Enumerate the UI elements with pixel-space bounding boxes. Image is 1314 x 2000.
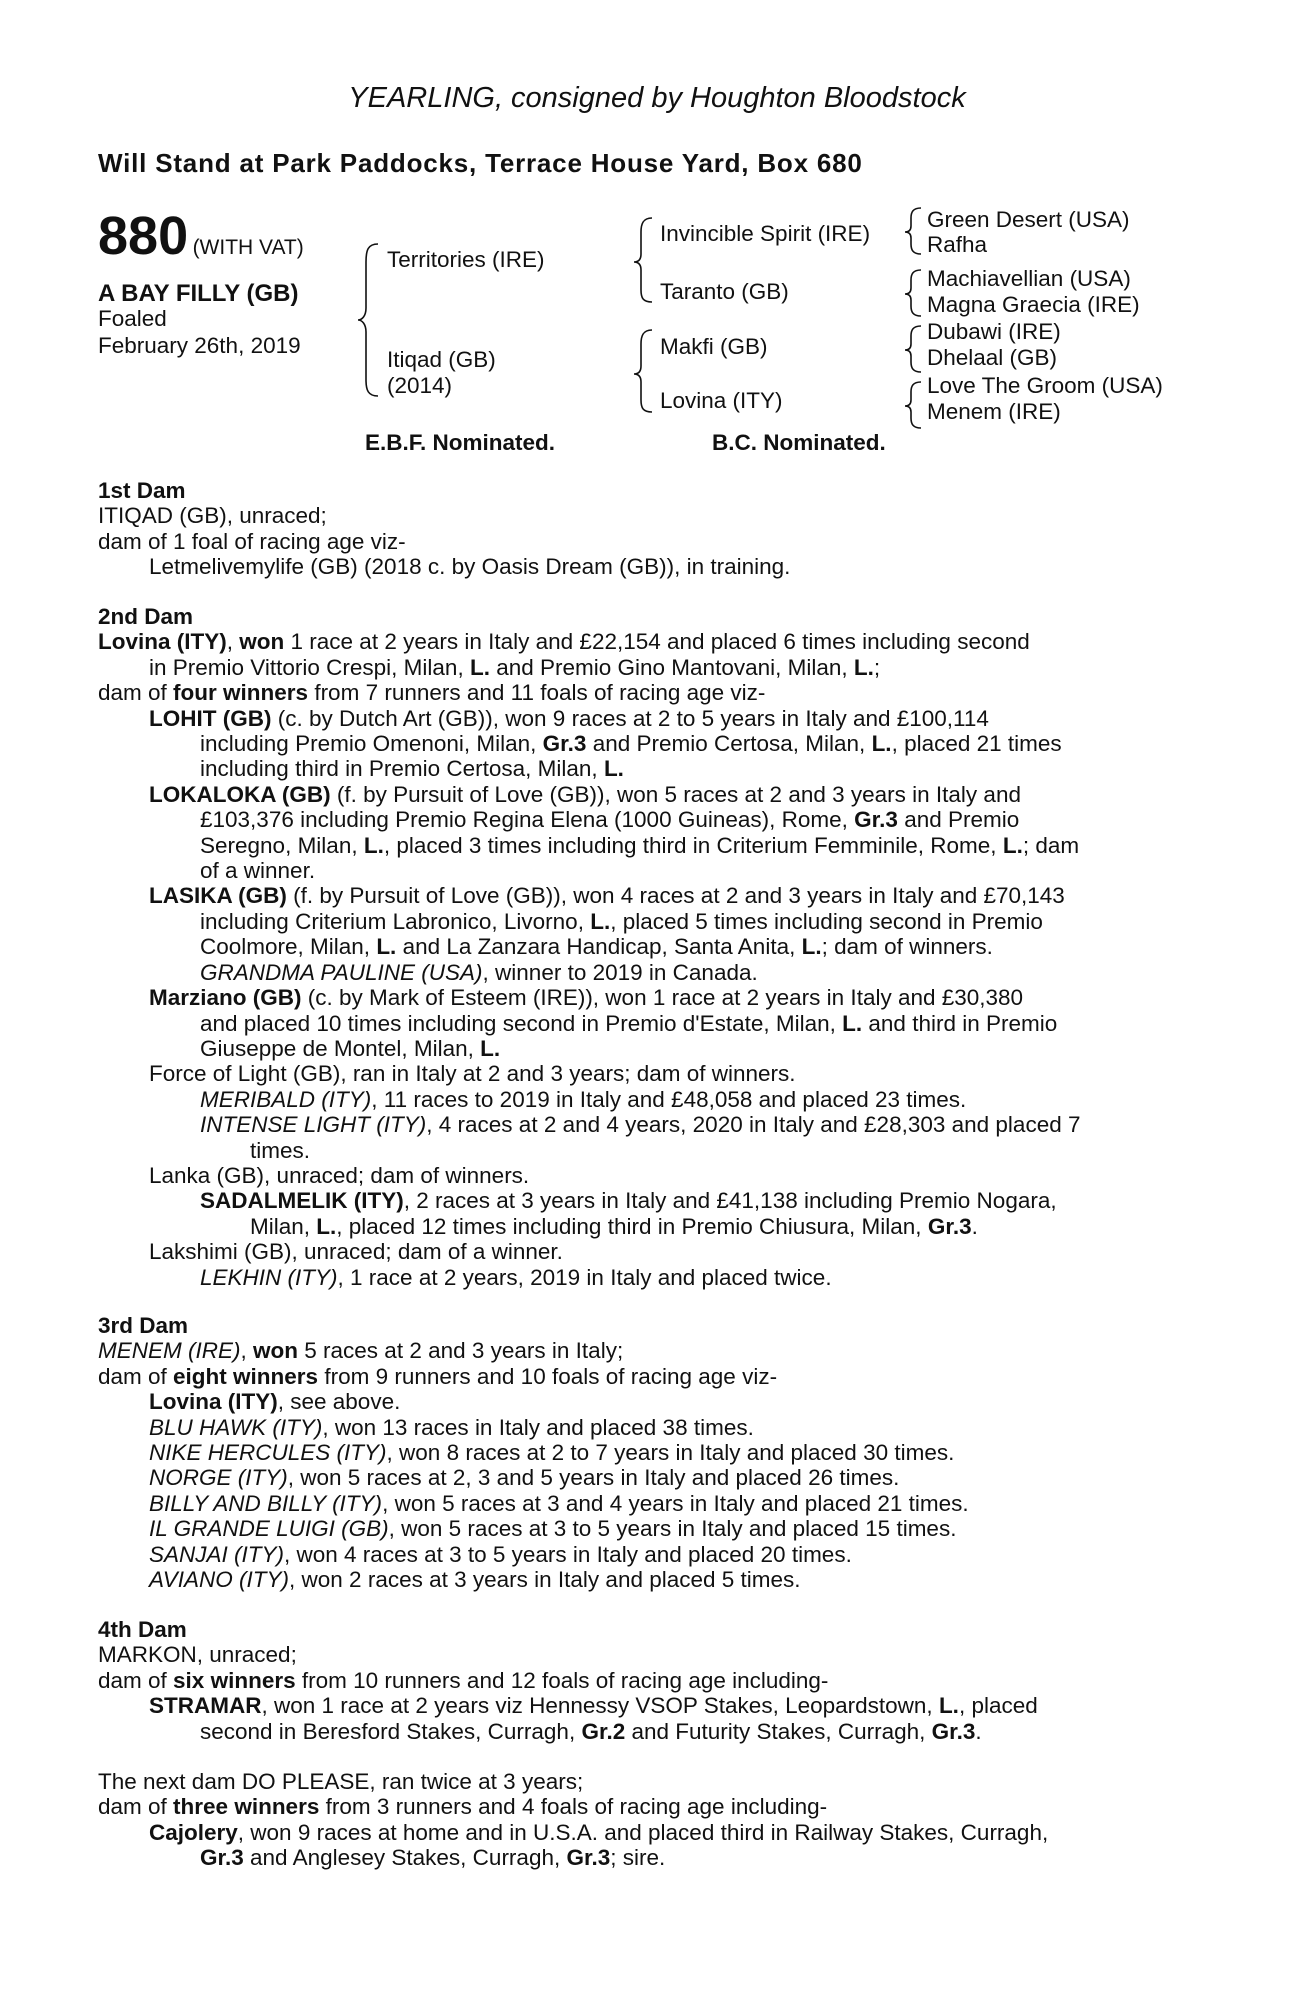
produce-lovina: Lovina (ITY), see above. — [149, 1389, 401, 1415]
produce-lokaloka: £103,376 including Premio Regina Elena (1000 Guineas), Rome, Gr.3 and Premio — [200, 807, 1020, 833]
first-dam-produce: Letmelivemylife (GB) (2018 c. by Oasis Dream (GB)), in training. — [149, 554, 791, 580]
second-dam-heading: 2nd Dam — [98, 604, 194, 629]
dd-sire: Love The Groom (USA) — [927, 373, 1163, 398]
produce-runner: SANJAI (ITY), won 4 races at 3 to 5 years in Italy and placed 20 times. — [149, 1541, 852, 1567]
ss-dam: Rafha — [927, 232, 988, 257]
fourth-dam-section — [98, 1617, 1198, 1744]
produce-marziano: Marziano (GB) (c. by Mark of Esteem (IRE)), won 1 race at 2 years in Italy and £30,380 — [149, 985, 1024, 1011]
produce-cajolery: Cajolery, won 9 races at home and in U.S.A. and placed third in Railway Stakes, Curragh, — [149, 1819, 1049, 1845]
produce-runner: IL GRANDE LUIGI (GB), won 5 races at 3 to 5 years in Italy and placed 15 times. — [149, 1516, 957, 1542]
produce-runner: BILLY AND BILLY (ITY), won 5 races at 3 and 4 years in Italy and placed 21 times. — [149, 1490, 969, 1516]
sale-heading: YEARLING, consigned by Houghton Bloodstock — [348, 82, 966, 114]
fourth-dam-line: dam of six winners from 10 runners and 12 foals of racing age including- — [98, 1667, 829, 1693]
produce-runner: BLU HAWK (ITY), won 13 races in Italy and placed 38 times. — [149, 1414, 754, 1440]
sd-dam: Magna Graecia (IRE) — [927, 292, 1140, 317]
horse-name: A BAY FILLY (GB) — [98, 280, 299, 307]
produce-runner: NIKE HERCULES (ITY), won 8 races at 2 to 7 years in Italy and placed 30 times. — [149, 1440, 955, 1466]
produce-lohit: LOHIT (GB) (c. by Dutch Art (GB)), won 9 races at 2 to 5 years in Italy and £100,114 — [149, 705, 989, 731]
produce-marziano: and placed 10 times including second in Premio d'Estate, Milan, L. and third in Premio — [200, 1010, 1058, 1036]
produce-stramar: second in Beresford Stakes, Curragh, Gr.2 and Futurity Stakes, Curragh, Gr.3. — [200, 1718, 982, 1744]
second-dam-line: dam of four winners from 7 runners and 11 foals of racing age viz- — [98, 680, 766, 706]
ss-sire: Green Desert (USA) — [927, 207, 1130, 232]
produce-marziano: Giuseppe de Montel, Milan, L. — [200, 1035, 501, 1061]
grand-produce: LEKHIN (ITY), 1 race at 2 years, 2019 in Italy and placed twice. — [200, 1264, 832, 1290]
produce-lasika: Coolmore, Milan, L. and La Zanzara Handicap, Santa Anita, L.; dam of winners. — [200, 934, 993, 960]
third-dam-section — [98, 1313, 1198, 1592]
bracket-sd — [905, 270, 921, 316]
bracket-dd — [905, 382, 921, 428]
produce-runner: NORGE (ITY), won 5 races at 2, 3 and 5 years in Italy and placed 26 times. — [149, 1465, 900, 1491]
sd-sire: Machiavellian (USA) — [927, 266, 1131, 291]
produce-lokaloka: of a winner. — [200, 858, 316, 884]
produce-lanka: Lanka (GB), unraced; dam of winners. — [149, 1162, 530, 1188]
sire-sire: Invincible Spirit (IRE) — [660, 221, 871, 246]
produce-stramar: STRAMAR, won 1 race at 2 years viz Hennessy VSOP Stakes, Leopardstown, L., placed — [149, 1693, 1038, 1719]
next-dam-line: The next dam DO PLEASE, ran twice at 3 years; — [98, 1769, 584, 1794]
fourth-dam-heading: 4th Dam — [98, 1617, 187, 1642]
produce-lohit: including Premio Omenoni, Milan, Gr.3 and Premio Certosa, Milan, L., placed 21 times — [200, 731, 1062, 757]
bracket-main — [358, 244, 378, 396]
dam-name: Itiqad (GB) — [387, 347, 496, 372]
third-dam-line: dam of eight winners from 9 runners and 10 foals of racing age viz- — [98, 1363, 778, 1389]
fourth-dam-line: MARKON, unraced; — [98, 1642, 297, 1668]
dam-dam: Lovina (ITY) — [660, 388, 783, 413]
produce-force: Force of Light (GB), ran in Italy at 2 and 3 years; dam of winners. — [149, 1061, 796, 1087]
sire-dam: Taranto (GB) — [660, 279, 789, 304]
dam-year: (2014) — [387, 373, 453, 398]
foaled-label: Foaled — [98, 306, 167, 331]
ebf-nomination: E.B.F. Nominated. — [365, 430, 556, 455]
bracket-ss — [905, 208, 921, 254]
produce-lakshimi: Lakshimi (GB), unraced; dam of a winner. — [149, 1239, 563, 1265]
next-dam-line: dam of three winners from 3 runners and 4 foals of racing age including- — [98, 1794, 828, 1820]
produce-lokaloka: Seregno, Milan, L., placed 3 times including third in Criterium Femminile, Rome, L.; dam — [200, 832, 1080, 858]
grand-produce: times. — [250, 1137, 311, 1163]
foaled-date: February 26th, 2019 — [98, 333, 301, 358]
bracket-sire — [634, 218, 652, 302]
second-dam-line: Lovina (ITY), won 1 race at 2 years in Italy and £22,154 and placed 6 times including second — [98, 629, 1030, 655]
produce-lasika: including Criterium Labronico, Livorno, L., placed 5 times including second in Premio — [200, 908, 1043, 934]
produce-lokaloka: LOKALOKA (GB) (f. by Pursuit of Love (GB)), won 5 races at 2 and 3 years in Italy and — [149, 781, 1021, 807]
first-dam-section — [98, 478, 1198, 580]
produce-lasika: LASIKA (GB) (f. by Pursuit of Love (GB)), won 4 races at 2 and 3 years in Italy and £70,143 — [149, 883, 1065, 909]
produce-runner: AVIANO (ITY), won 2 races at 3 years in Italy and placed 5 times. — [149, 1567, 801, 1593]
sire-name: Territories (IRE) — [387, 247, 545, 272]
dd-dam: Menem (IRE) — [927, 399, 1061, 424]
grand-produce: INTENSE LIGHT (ITY), 4 races at 2 and 4 years, 2020 in Italy and £28,303 and placed 7 — [200, 1112, 1081, 1138]
first-dam-line: ITIQAD (GB), unraced; — [98, 503, 327, 529]
grand-produce: MERIBALD (ITY), 11 races to 2019 in Italy and £48,058 and placed 23 times. — [200, 1086, 967, 1112]
third-dam-heading: 3rd Dam — [98, 1313, 189, 1338]
grand-produce: SADALMELIK (ITY), 2 races at 3 years in Italy and £41,138 including Premio Nogara, — [200, 1188, 1057, 1214]
grand-produce: Milan, L., placed 12 times including third in Premio Chiusura, Milan, Gr.3. — [250, 1213, 978, 1239]
ds-dam: Dhelaal (GB) — [927, 345, 1058, 370]
first-dam-heading: 1st Dam — [98, 478, 186, 503]
produce-cajolery: Gr.3 and Anglesey Stakes, Curragh, Gr.3; sire. — [200, 1845, 666, 1871]
lot-number: 880 — [98, 206, 189, 266]
bracket-ds — [905, 326, 921, 372]
produce-lohit: including third in Premio Certosa, Milan, L. — [200, 756, 624, 782]
stand-location: Will Stand at Park Paddocks, Terrace House Yard, Box 680 — [98, 148, 863, 178]
second-dam-line: in Premio Vittorio Crespi, Milan, L. and Premio Gino Mantovani, Milan, L.; — [149, 654, 881, 680]
vat-note: (WITH VAT) — [192, 236, 304, 259]
bracket-dam — [634, 330, 652, 412]
bc-nomination: B.C. Nominated. — [712, 430, 886, 455]
third-dam-line: MENEM (IRE), won 5 races at 2 and 3 years in Italy; — [98, 1338, 624, 1364]
grand-produce: GRANDMA PAULINE (USA), winner to 2019 in Canada. — [200, 959, 758, 985]
next-dam-section — [98, 1769, 1198, 1871]
first-dam-line: dam of 1 foal of racing age viz- — [98, 528, 406, 554]
dam-sire: Makfi (GB) — [660, 334, 768, 359]
ds-sire: Dubawi (IRE) — [927, 319, 1061, 344]
second-dam-section — [98, 604, 1198, 1290]
